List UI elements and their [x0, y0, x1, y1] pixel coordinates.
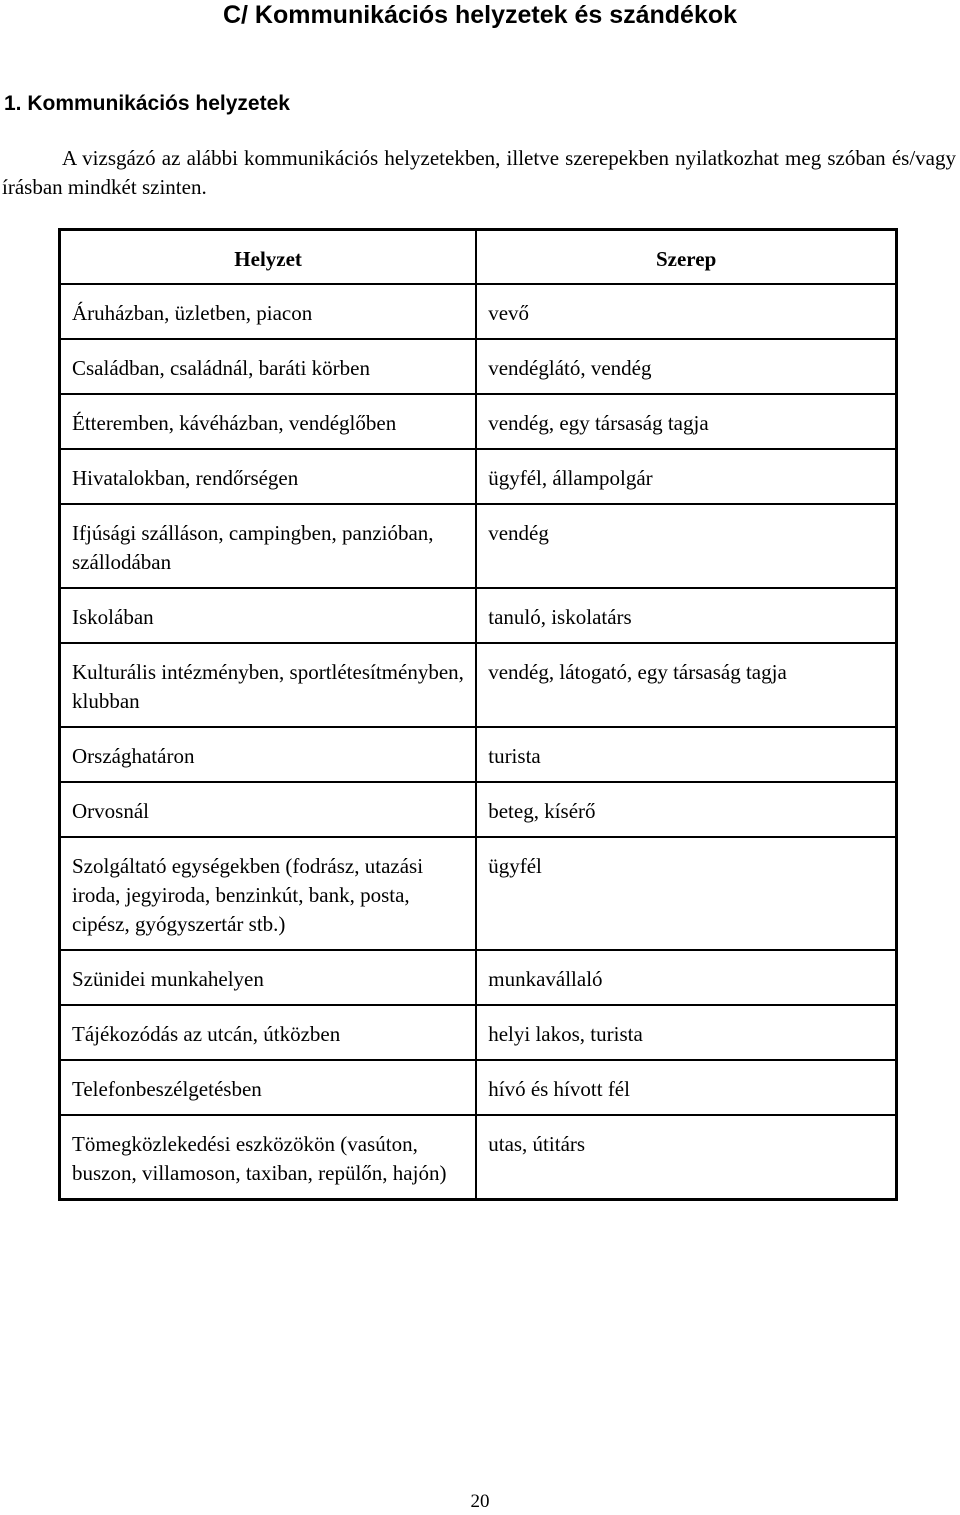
cell-helyzet: Ifjúsági szálláson, campingben, panzióban, szállodában: [60, 504, 477, 588]
table-row: [60, 588, 897, 643]
cell-szerep: munkavállaló: [476, 950, 896, 1005]
table-row: [60, 504, 897, 588]
page-number: 20: [470, 1491, 490, 1512]
table-row: [60, 1005, 897, 1060]
situations-table: [58, 228, 898, 1201]
table-row: [60, 950, 897, 1005]
cell-helyzet: Telefonbeszélgetésben: [60, 1060, 477, 1115]
cell-szerep: beteg, kísérő: [476, 782, 896, 837]
table-row: [60, 339, 897, 394]
cell-helyzet: Áruházban, üzletben, piacon: [60, 284, 477, 339]
cell-helyzet: Tömegközlekedési eszközökön (vasúton, buszon, villamoson, taxiban, repülőn, hajón): [60, 1115, 477, 1200]
cell-helyzet: Iskolában: [60, 588, 477, 643]
cell-szerep: vendéglátó, vendég: [476, 339, 896, 394]
cell-helyzet: Tájékozódás az utcán, útközben: [60, 1005, 477, 1060]
cell-helyzet: Országhatáron: [60, 727, 477, 782]
cell-helyzet: Orvosnál: [60, 782, 477, 837]
table-row: [60, 782, 897, 837]
cell-szerep: helyi lakos, turista: [476, 1005, 896, 1060]
cell-szerep: ügyfél: [476, 837, 896, 950]
cell-helyzet: Családban, családnál, baráti körben: [60, 339, 477, 394]
cell-szerep: turista: [476, 727, 896, 782]
cell-helyzet: Kulturális intézményben, sportlétesítményben, klubban: [60, 643, 477, 727]
cell-szerep: ügyfél, állampolgár: [476, 449, 896, 504]
intro-paragraph: A vizsgázó az alábbi kommunikációs helyzetekben, illetve szerepekben nyilatkozhat meg szóban és/vagy írásban mindkét szinten.: [2, 146, 956, 199]
cell-helyzet: Hivatalokban, rendőrségen: [60, 449, 477, 504]
cell-szerep: utas, útitárs: [476, 1115, 896, 1200]
table-row: [60, 727, 897, 782]
header-helyzet: Helyzet: [60, 230, 477, 285]
cell-szerep: vevő: [476, 284, 896, 339]
table-row: [60, 284, 897, 339]
cell-szerep: tanuló, iskolatárs: [476, 588, 896, 643]
table-header-row: [60, 230, 897, 285]
cell-szerep: vendég, látogató, egy társaság tagja: [476, 643, 896, 727]
cell-helyzet: Étteremben, kávéházban, vendéglőben: [60, 394, 477, 449]
cell-helyzet: Szünidei munkahelyen: [60, 950, 477, 1005]
cell-szerep: hívó és hívott fél: [476, 1060, 896, 1115]
table-row: [60, 394, 897, 449]
cell-helyzet: Szolgáltató egységekben (fodrász, utazási iroda, jegyiroda, benzinkút, bank, posta, cipész, gyógyszertár stb.): [60, 837, 477, 950]
subheading: 1. Kommunikációs helyzetek: [4, 92, 290, 115]
table-row: [60, 643, 897, 727]
table-row: [60, 837, 897, 950]
cell-szerep: vendég, egy társaság tagja: [476, 394, 896, 449]
cell-szerep: vendég: [476, 504, 896, 588]
header-szerep: Szerep: [476, 230, 896, 285]
table-row: [60, 449, 897, 504]
table-row: [60, 1060, 897, 1115]
table-row: [60, 1115, 897, 1200]
section-title: C/ Kommunikációs helyzetek és szándékok: [222, 1, 738, 29]
